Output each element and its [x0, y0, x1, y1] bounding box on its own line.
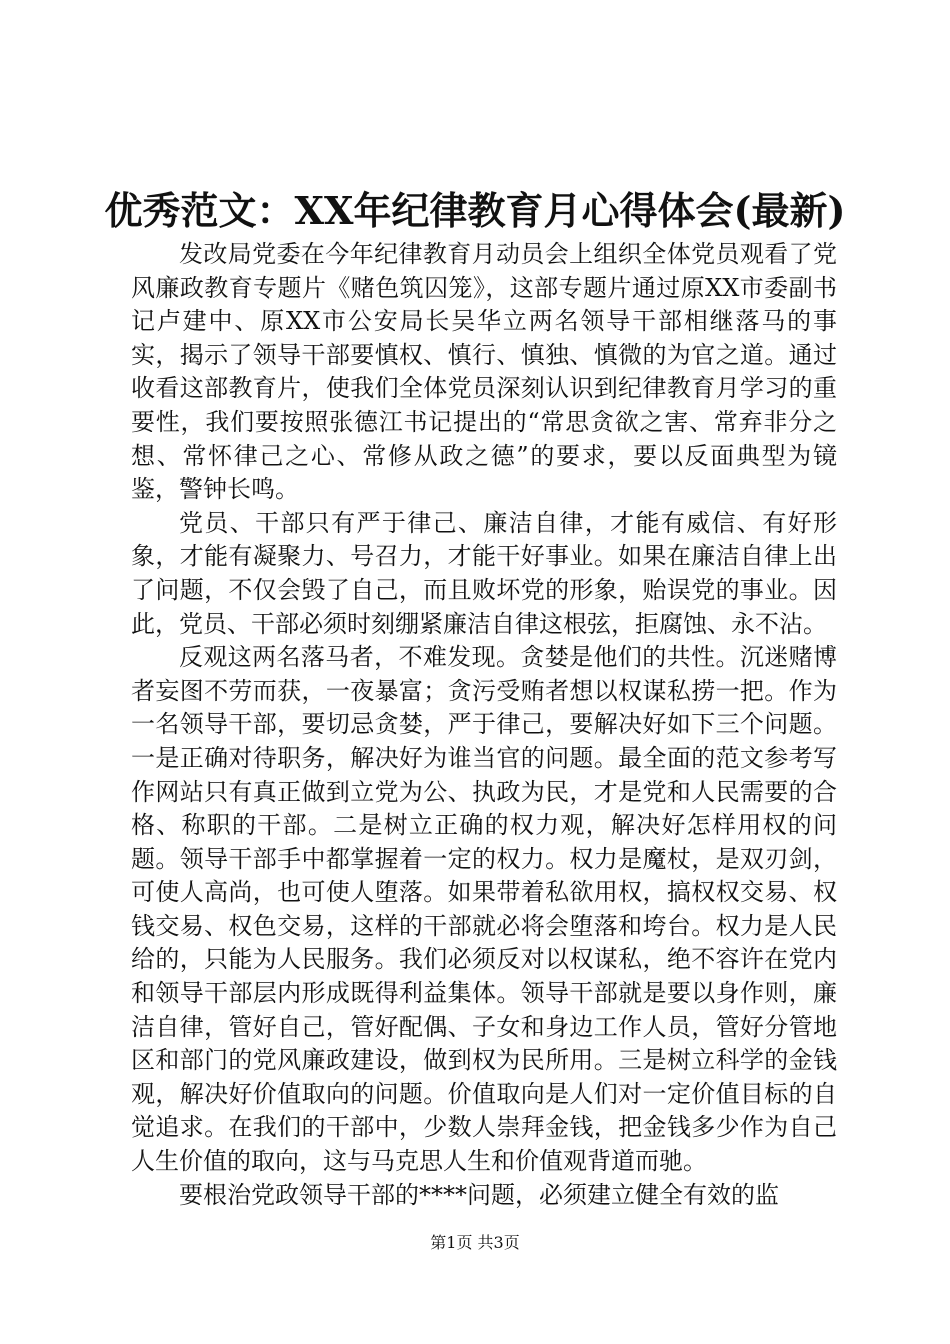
page-number-footer: 第1页 共3页 [430, 1233, 520, 1252]
paragraph-3: 反观这两名落马者，不难发现。贪婪是他们的共性。沉迷赌博者妄图不劳而获，一夜暴富；贪污受贿者想以权谋私捞一把。作为一名领导干部，要切忌贪婪，严于律己，要解决好如下三个问题。一是正确对待职务，解决好为谁当官的问题。最全面的范文参考写作网站只有真正做到立党为公、执政为民，才是党和人民需要的合格、称职的干部。二是树立正确的权力观，解决好怎样用权的问题。领导干部手中都掌握着一定的权力。权力是魔杖，是双刃剑，可使人高尚，也可使人堕落。如果带着私欲用权，搞权权交易、权钱交易、权色交易，这样的干部就必将会堕落和垮台。权力是人民给的，只能为人民服务。我们必须反对以权谋私，绝不容许在党内和领导干部层内形成既得利益集体。领导干部就是要以身作则，廉洁自律，管好自己，管好配偶、子女和身边工作人员，管好分管地区和部门的党风廉政建设，做到权为民所用。三是树立科学的金钱观，解决好价值取向的问题。价值取向是人们对一定价值目标的自觉追求。在我们的干部中，少数人崇拜金钱，把金钱多少作为自己人生价值的取向，这与马克思人生和价值观背道而驰。 [131, 643, 837, 1176]
paragraph-4: 要根治党政领导干部的****问题，必须建立健全有效的监 [179, 1180, 779, 1209]
paragraph-1: 发改局党委在今年纪律教育月动员会上组织全体党员观看了党风廉政教育专题片《赌色筑囚笼》，这部专题片通过原XX市委副书记卢建中、原XX市公安局长吴华立两名领导干部相继落马的事实，揭示了领导干部要慎权、慎行、慎独、慎微的为官之道。通过收看这部教育片，使我们全体党员深刻认识到纪律教育月学习的重要性，我们要按照张德江书记提出的“常思贪欲之害、常弃非分之想、常怀律己之心、常修从政之德”的要求，要以反面典型为镜鉴，警钟长鸣。 [131, 240, 837, 504]
paragraph-2: 党员、干部只有严于律己、廉洁自律，才能有威信、有好形象，才能有凝聚力、号召力，才能干好事业。如果在廉洁自律上出了问题，不仅会毁了自己，而且败坏党的形象，贻误党的事业。因此，党员、干部必须时刻绷紧廉洁自律这根弦，拒腐蚀、永不沾。 [131, 508, 837, 638]
document-title: 优秀范文：XX年纪律教育月心得体会(最新) [104, 188, 846, 233]
document-body [131, 238, 837, 1212]
